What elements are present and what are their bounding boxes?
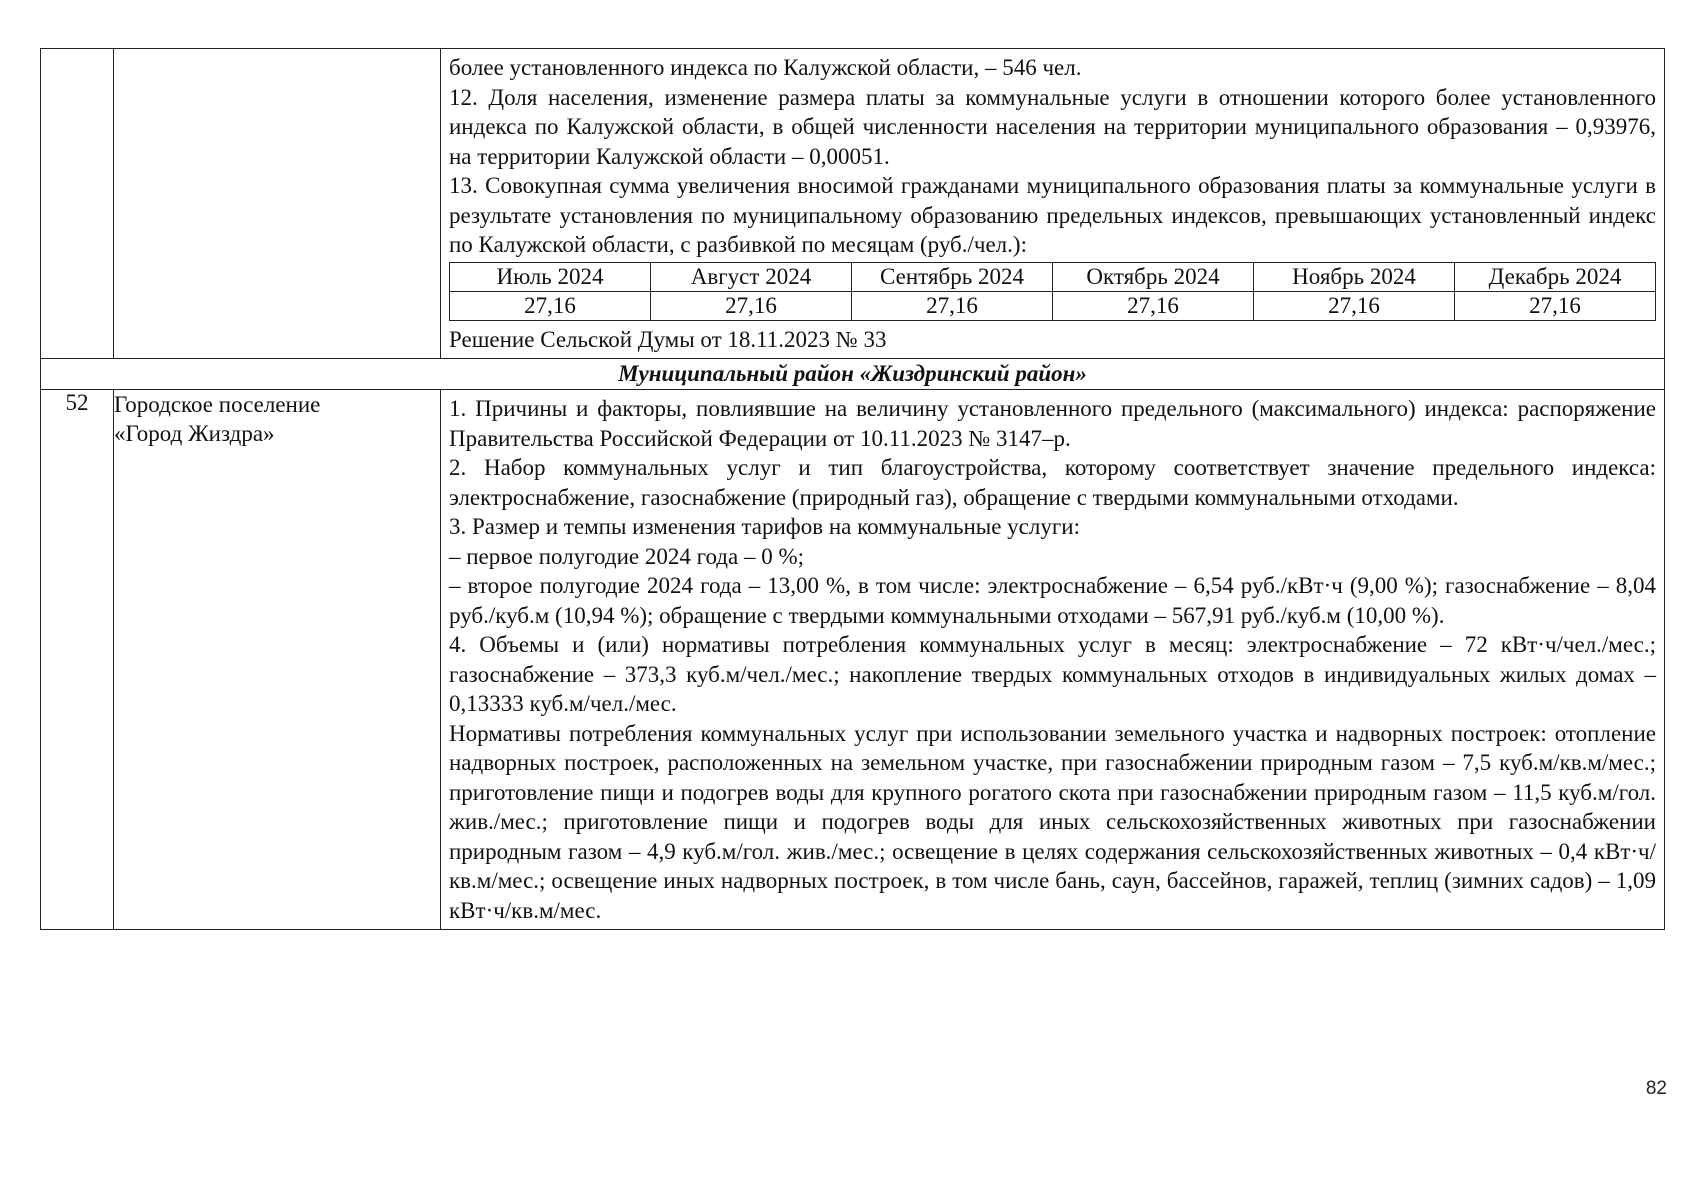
section-header-row: [41, 359, 1665, 390]
settlement-name: [114, 390, 441, 930]
month-header: Октябрь 2024: [1053, 262, 1254, 291]
paragraph: 4. Объемы и (или) нормативы потребления коммунальных услуг в месяц: электроснабжение – 72 кВт·ч/чел./мес.; газоснабжение – 373,3 куб.м/чел./мес.; накопление твердых коммунальных отходов в индивидуальных жилых домах – 0,13333 куб.м/чел./мес.: [449, 632, 1656, 716]
month-header: Ноябрь 2024: [1254, 262, 1455, 291]
monthly-increase-table: [449, 262, 1656, 321]
cell-content: [441, 49, 1665, 359]
cell-content: [441, 390, 1665, 930]
month-value: 27,16: [651, 291, 852, 320]
decision-reference: Решение Сельской Думы от 18.11.2023 № 33: [449, 326, 887, 352]
months-header-row: [450, 262, 1656, 291]
month-value: 27,16: [852, 291, 1053, 320]
paragraph: Нормативы потребления коммунальных услуг при использовании земельного участка и надворных построек: отопление надворных построек, расположенных на земельном участке, при газоснабжении природным газом – 7,5 куб.м/кв.м/мес.; приготовление пищи и подогрев воды для крупного рогатого скота при газоснабжении природным газом – 11,5 куб.м/гол. жив./мес.; приготовление пищи и подогрев воды для иных сельскохозяйственных животных при газоснабжении природным газом – 4,9 куб.м/гол. жив./мес.; освещение в целях содержания сельскохозяйственных животных – 0,4 кВт·ч/кв.м/мес.; освещение иных надворных построек, в том числе бань, саун, бассейнов, гаражей, теплиц (зимних садов) – 1,09 кВт·ч/кв.м/мес.: [449, 720, 1656, 923]
cell-place-empty: [114, 49, 441, 359]
paragraph: 1. Причины и факторы, повлиявшие на величину установленного предельного (максимального) индекса: распоряжение Правительства Российской Федерации от 10.11.2023 № 3147–р.: [449, 396, 1656, 451]
paragraph: 2. Набор коммунальных услуг и тип благоустройства, которому соответствует значение предельного индекса: электроснабжение, газоснабжение (природный газ), обращение с твердыми коммунальными отходами.: [449, 455, 1656, 510]
month-header: Декабрь 2024: [1455, 262, 1656, 291]
month-header: Август 2024: [651, 262, 852, 291]
paragraph: – первое полугодие 2024 года – 0 %;: [449, 543, 805, 569]
month-value: 27,16: [1455, 291, 1656, 320]
page-number: 82: [1645, 1078, 1667, 1099]
tariff-table: [40, 48, 1665, 930]
paragraph: более установленного индекса по Калужской области, – 546 чел.: [449, 55, 1082, 80]
cell-number-empty: [41, 49, 114, 359]
settlement-type: Городское поселение: [114, 392, 321, 417]
table-row-continued: [41, 49, 1665, 359]
settlement-title: «Город Жиздра»: [114, 421, 275, 446]
months-values-row: [450, 291, 1656, 320]
paragraph: 13. Совокупная сумма увеличения вносимой гражданами муниципального образования платы за коммунальные услуги в результате установления по муниципальному образованию предельных индексов, превышающих установленный индекс по Калужской области, с разбивкой по месяцам (руб./чел.):: [449, 173, 1656, 257]
month-value: 27,16: [1254, 291, 1455, 320]
paragraph: – второе полугодие 2024 года – 13,00 %, в том числе: электроснабжение – 6,54 руб./кВт·ч (9,00 %); газоснабжение – 8,04 руб./куб.м (10,94 %); обращение с твердыми коммунальными отходами – 567,91 руб./куб.м (10,00 %).: [449, 573, 1656, 628]
paragraph: 12. Доля населения, изменение размера платы за коммунальные услуги в отношении которого более установленного индекса по Калужской области, в общей численности населения на территории муниципального образования – 0,93976, на территории Калужской области – 0,00051.: [449, 84, 1656, 169]
month-value: 27,16: [1053, 291, 1254, 320]
table-row-52: [41, 390, 1665, 930]
row-number: 52: [41, 390, 114, 930]
month-value: 27,16: [450, 291, 651, 320]
month-header: Июль 2024: [450, 262, 651, 291]
section-header: Муниципальный район «Жиздринский район»: [41, 359, 1665, 390]
month-header: Сентябрь 2024: [852, 262, 1053, 291]
paragraph: 3. Размер и темпы изменения тарифов на коммунальные услуги:: [449, 514, 1080, 539]
